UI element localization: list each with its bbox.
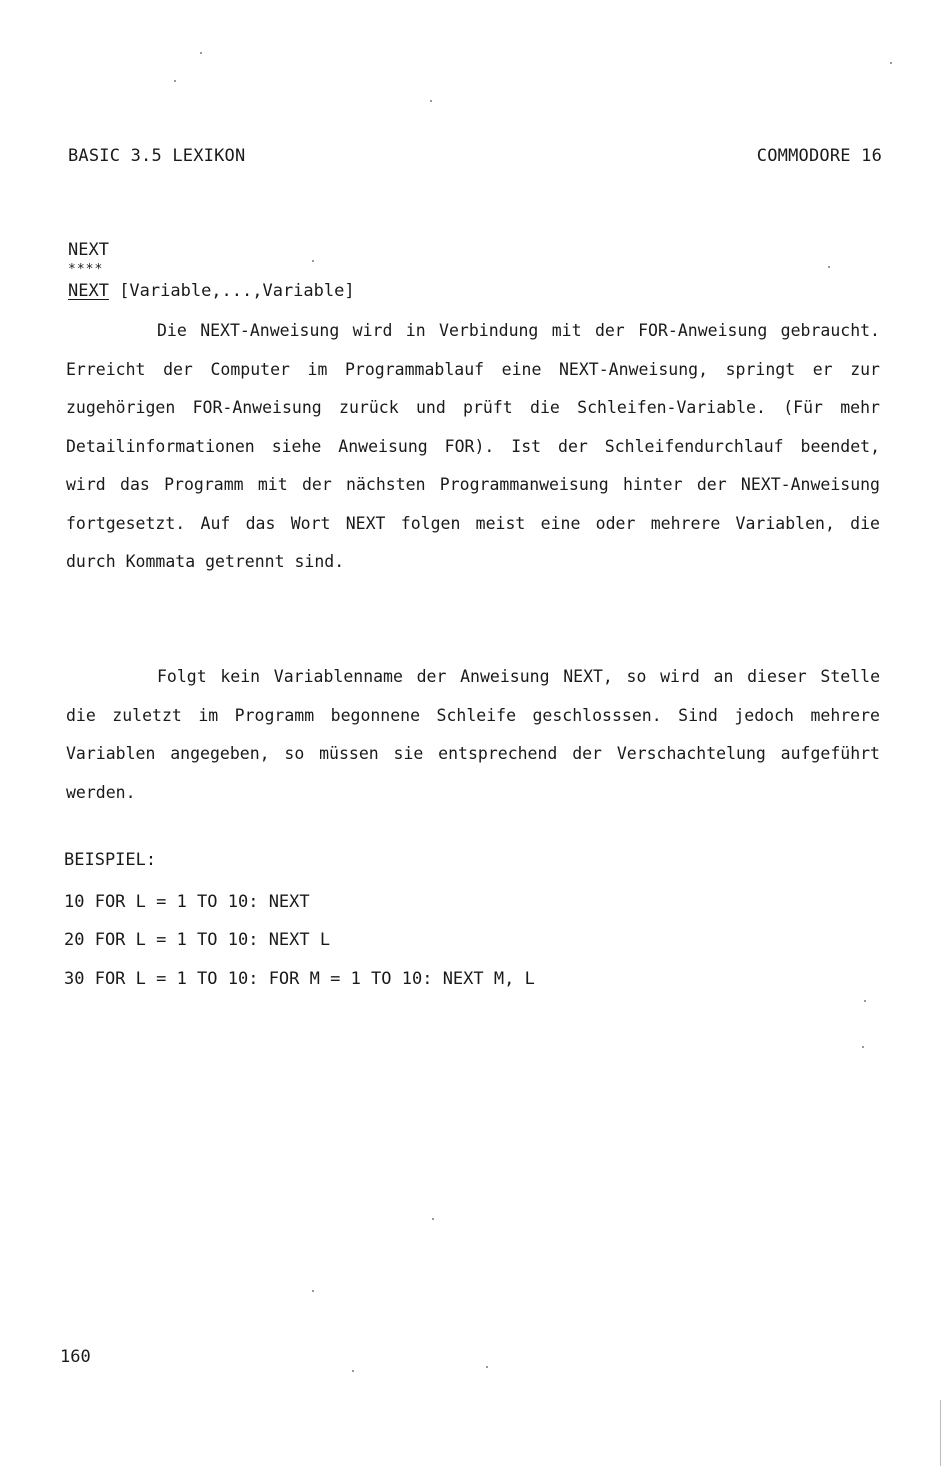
- scan-speck: [486, 1366, 488, 1368]
- scan-speck: [352, 1370, 354, 1372]
- code-line-3: 30 FOR L = 1 TO 10: FOR M = 1 TO 10: NEXT M, L: [64, 969, 535, 989]
- code-line-2: 20 FOR L = 1 TO 10: NEXT L: [64, 930, 331, 950]
- syntax-line: [68, 281, 355, 301]
- paragraph-2-text: Folgt kein Variablenname der Anweisung NEXT, so wird an dieser Stelle die zuletzt im Programm begonnene Schleife geschlosssen. Sind jedoch mehrere Variablen angegeben, so müssen sie entsprechend der Verschachtelung aufgeführt werden.: [66, 667, 880, 802]
- entry-stars: ****: [68, 262, 104, 277]
- scan-speck: [312, 1290, 314, 1292]
- entry-title: NEXT: [68, 240, 109, 260]
- paragraph-1-text: Die NEXT-Anweisung wird in Verbindung mit der FOR-Anweisung gebraucht. Erreicht der Computer im Programmablauf eine NEXT-Anweisung, springt er zur zugehörigen FOR-Anweisung zurück und prüft die Schleifen-Variable. (Für mehr Detailinformationen siehe Anweisung FOR). Ist der Schleifendurchlauf beendet, wird das Programm mit der nächsten Programmanweisung hinter der NEXT-Anweisung fortgesetzt. Auf das Wort NEXT folgen meist eine oder mehrere Variablen, die durch Kommata getrennt sind.: [66, 321, 880, 571]
- scan-speck: [890, 62, 892, 64]
- running-head-right: COMMODORE 16: [756, 146, 882, 166]
- scan-speck: [200, 52, 202, 54]
- scan-edge-line: [940, 1400, 941, 1466]
- scan-speck: [312, 260, 314, 262]
- paragraph-1: [66, 312, 880, 582]
- running-head-left: BASIC 3.5 LEXIKON: [68, 146, 246, 166]
- code-line-1: 10 FOR L = 1 TO 10: NEXT: [64, 892, 310, 912]
- syntax-keyword: NEXT: [68, 281, 109, 301]
- scan-speck: [828, 266, 830, 268]
- example-label: BEISPIEL:: [64, 850, 157, 870]
- scan-speck: [862, 1046, 864, 1048]
- page-number: 160: [60, 1347, 91, 1367]
- scan-speck: [864, 1000, 866, 1002]
- syntax-arguments: [Variable,...,Variable]: [108, 281, 355, 301]
- paragraph-2: [66, 658, 880, 812]
- scan-speck: [432, 1218, 434, 1220]
- scan-speck: [430, 100, 432, 102]
- scan-speck: [174, 80, 176, 82]
